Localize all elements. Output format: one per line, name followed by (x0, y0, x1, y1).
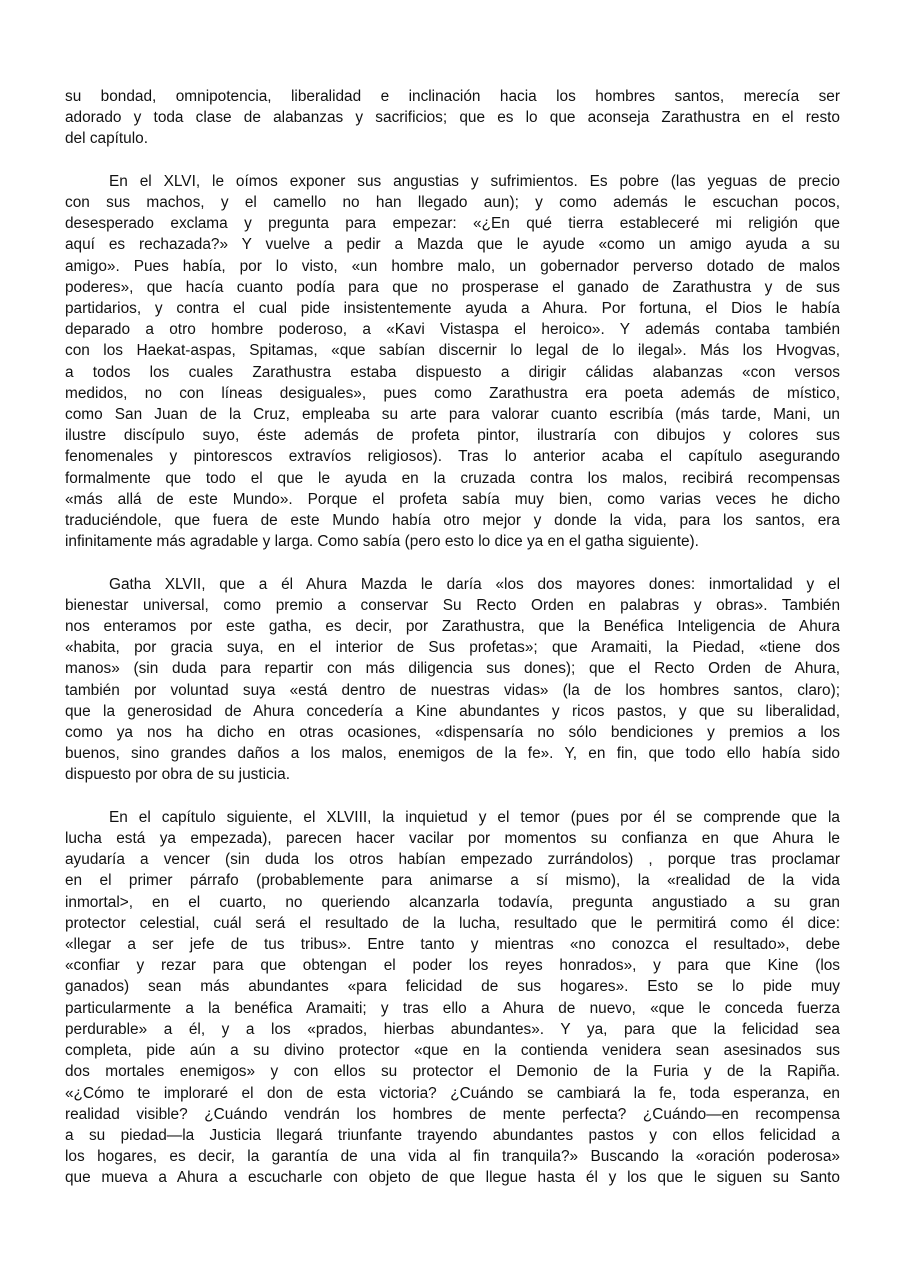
text-line: inmortal>, en el cuarto, no queriendo alcanzarla todavía, pregunta angustiado a su gran (65, 893, 840, 911)
text-line: a su piedad—la Justicia llegará triunfante trayendo abundantes pastos y con ellos felicidad a (65, 1126, 840, 1144)
text-line: fenomenales y pintorescos extravíos religiosos). Tras lo anterior acaba el capítulo asegurando (65, 448, 840, 466)
paragraph (65, 171, 840, 553)
text-line: buenos, sino grandes daños a los malos, enemigos de la fe». Y, en fin, que todo ello había sido (65, 745, 840, 763)
text-line: En el XLVI, le oímos exponer sus angustias y sufrimientos. Es pobre (las yeguas de precio (109, 172, 840, 190)
text-line: manos» (sin duda para repartir con más diligencia sus dones); que el Recto Orden de Ahura, (65, 660, 840, 678)
text-line: en el primer párrafo (probablemente para animarse a sí mismo), la «realidad de la vida (65, 872, 840, 890)
text-line: Gatha XLVII, que a él Ahura Mazda le daría «los dos mayores dones: inmortalidad y el (109, 575, 840, 593)
text-line: que la generosidad de Ahura concedería a Kine abundantes y ricos pastos, y que su liberalidad, (65, 702, 840, 720)
paragraph (65, 86, 840, 150)
text-line: particularmente a la benéfica Aramaiti; y tras ello a Ahura de nuevo, «que le conceda fuerza (65, 999, 840, 1017)
text-line: que mueva a Ahura a escucharle con objeto de que llegue hasta él y los que le siguen su Santo (65, 1169, 840, 1187)
paragraph (65, 574, 840, 786)
text-line: realidad visible? ¿Cuándo vendrán los hombres de mente perfecta? ¿Cuándo—en recompensa (65, 1105, 840, 1123)
text-line: medidos, no con líneas desiguales», pues como Zarathustra era poeta además de místico, (65, 384, 840, 402)
text-line: completa, pide aún a su divino protector «que en la contienda venidera sean asesinados sus (65, 1042, 840, 1060)
paragraph (65, 807, 840, 1189)
text-line: «¿Cómo te imploraré el don de esta victoria? ¿Cuándo se cambiará la fe, toda esperanza, en (65, 1084, 840, 1102)
text-line: bienestar universal, como premio a conservar Su Recto Orden en palabras y obras». También (65, 596, 840, 614)
text-line: dos mortales enemigos» y con ellos su protector el Demonio de la Furia y de la Rapiña. (65, 1063, 840, 1081)
document-page (65, 86, 840, 1210)
text-line: aquí es rechazada?» Y vuelve a pedir a Mazda que le ayude «como un amigo ayuda a su (65, 236, 840, 254)
text-line: también por voluntad suya «está dentro de nuestras vidas» (la de los hombres santos, claro); (65, 681, 840, 699)
text-line: ilustre discípulo suyo, éste además de profeta pintor, ilustraría con dibujos y colores sus (65, 427, 840, 445)
text-line: formalmente que todo el que le ayuda en la cruzada contra los malos, recibirá recompensas (65, 469, 840, 487)
text-line: a todos los cuales Zarathustra estaba dispuesto a dirigir cálidas alabanzas «con versos (65, 363, 840, 381)
text-line: «confiar y rezar para que obtengan el poder los reyes honrados», y para que Kine (los (65, 957, 840, 975)
text-line: deparado a otro hombre poderoso, a «Kavi Vistaspa el heroico». Y además contaba también (65, 321, 840, 339)
text-line: desesperado exclama y pregunta para empezar: «¿En qué tierra estableceré mi religión que (65, 215, 840, 233)
text-line: ganados) sean más abundantes «para felicidad de sus hogares». Esto se lo pide muy (65, 978, 840, 996)
text-line: del capítulo. (65, 130, 148, 148)
text-line: En el capítulo siguiente, el XLVIII, la inquietud y el temor (pues por él se comprende que la (109, 808, 840, 826)
text-line: adorado y toda clase de alabanzas y sacrificios; que es lo que aconseja Zarathustra en el resto (65, 109, 840, 127)
text-line: «habita, por gracia suya, en el interior de Sus profetas»; que Aramaiti, la Piedad, «tiene dos (65, 639, 840, 657)
text-line: infinitamente más agradable y larga. Como sabía (pero esto lo dice ya en el gatha siguiente). (65, 533, 699, 551)
text-line: los hogares, es decir, la garantía de una vida al fin tranquila?» Buscando la «oración poderosa» (65, 1148, 840, 1166)
text-line: nos enteramos por este gatha, es decir, por Zarathustra, que la Benéfica Inteligencia de Ahura (65, 618, 840, 636)
text-line: amigo». Pues había, por lo visto, «un hombre malo, un gobernador perverso dotado de malos (65, 257, 840, 275)
text-line: ayudaría a vencer (sin duda los otros habían empezado zurrándolos) , porque tras proclamar (65, 851, 840, 869)
text-line: su bondad, omnipotencia, liberalidad e inclinación hacia los hombres santos, merecía ser (65, 88, 840, 105)
text-line: con los Haekat-aspas, Spitamas, «que sabían discernir lo legal de lo ilegal». Más los Hvogvas, (65, 342, 840, 360)
text-line: dispuesto por obra de su justicia. (65, 766, 291, 784)
text-line: traduciéndole, que fuera de este Mundo había otro mejor y donde la vida, para los santos, era (65, 512, 840, 530)
text-line: perdurable» a él, y a los «prados, hierbas abundantes». Y ya, para que la felicidad sea (65, 1020, 840, 1038)
text-line: con sus machos, y el camello no han llegado aun); y como además le escuchan pocos, (65, 194, 840, 211)
text-line: como ya nos ha dicho en otras ocasiones, «dispensaría no sólo bendiciones y premios a los (65, 724, 840, 742)
text-line: «llegar a ser jefe de tus tribus». Entre tanto y mientras «no conozca el resultado», debe (65, 936, 840, 954)
text-line: partidarios, y contra el cual pide insistentemente ayuda a Ahura. Por fortuna, el Dios le había (65, 300, 840, 318)
text-line: como San Juan de la Cruz, empleaba su arte para valorar cuanto escribía (más tarde, Mani, un (65, 406, 840, 424)
text-line: lucha está ya empezada), parecen hacer vacilar por momentos su confianza en que Ahura le (65, 830, 840, 848)
text-line: poderes», que hacía cuanto podía para que no prosperase el ganado de Zarathustra y de sus (65, 278, 840, 296)
text-line: protector celestial, cuál será el resultado de la lucha, resultado que le permitirá como él dice: (65, 914, 840, 932)
text-line: «más allá de este Mundo». Porque el profeta sabía muy bien, como varias veces he dicho (65, 490, 840, 508)
